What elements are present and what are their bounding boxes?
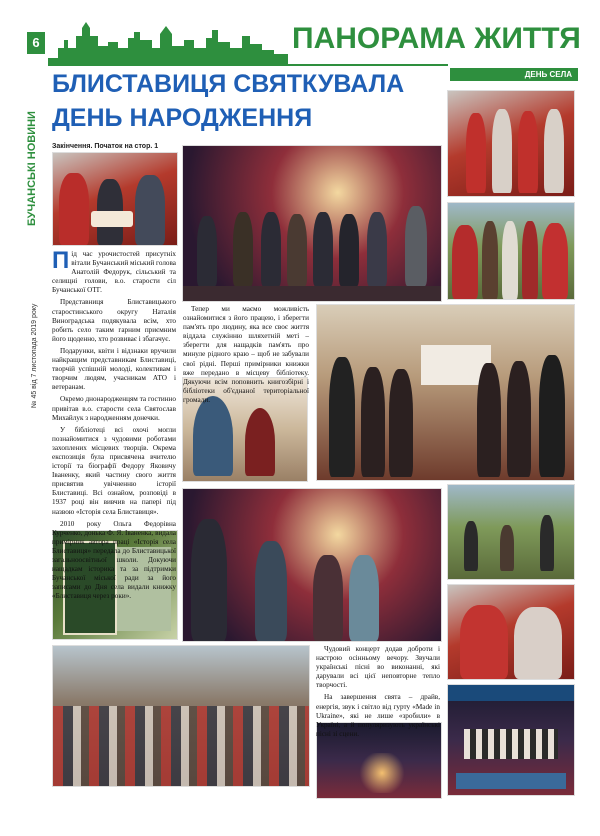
page-number-badge: 6 (27, 32, 45, 54)
photo-folk-singers-street (447, 90, 575, 197)
continuation-note: Закінчення. Початок на стор. 1 (52, 143, 159, 150)
photo-crowd-square (52, 645, 310, 787)
photo-women-in-costumes (447, 202, 575, 300)
paragraph: Окремо днонародженцям та гостинно привітав в.о. старости села Святослав Михайлук з народженням донечки. (52, 395, 176, 422)
paragraph: На завершення свята – драйв, енергія, звук і світло від гурту «Made in Ukraine», які не лише «зробили» в Україні, а й популяризують українські пісні зі сцени. (316, 693, 440, 738)
dropcap: П (52, 247, 70, 274)
photo-outdoor-fair (447, 484, 575, 580)
vertical-issue-date: № 45 від 7 листопада 2019 року (31, 303, 38, 408)
subsection-label: ДЕНЬ СЕЛА (450, 68, 578, 81)
paragraph: 2010 року Ольга Федорівна Курченко, донька Ф. Я. Іваненка, видала примірник автора праці «Історія села Блиставиця» передала до Блиставицької загальноосвітньої школи. Докуючи нащадкам історика та за підтримки Бучанської міської ради за його записами до Дня села видали книжку «Блиставиця через роки». (52, 519, 176, 601)
photo-officials-with-cake (52, 152, 178, 246)
photo-stage-ceremony (182, 145, 442, 302)
paragraph: Представниця Блиставицького старостинського округу Наталія Виноградська подякувала всім, хто робить село таким гарним приємним його щоденно, хто розвиває і збагачує. (52, 298, 176, 343)
headline-line-2: ДЕНЬ НАРОДЖЕННЯ (52, 104, 313, 132)
paragraph: Чудовий концерт додав доброти і настрою осінньому вечору. Звучали українські пісні во виконанні, які дарували всі цієї неповторне тепло творчості. (316, 645, 440, 690)
paragraph: Тепер ми маємо можливість ознайомитися з його працею, і зберегти пам'ять про людину, яка все своє життя віддала служінню шляхетній меті – зберегти для нащадків пам'ять про минуле рідного краю – щоб не забували свої рідні. Перші примірники книжки вже передано в місцеву бібліотеку. Дякуючи всім поповнить книгозбірні і бібліотеки об'єднаної територіальної громади. (183, 305, 309, 404)
paragraph: ід час урочистостей присутніх вітали Бучанський міський голова Анатолій Федорук, сільський та селищні голови, в.о. старости сіл Бучанської ОТГ. (52, 250, 176, 295)
section-rule (48, 64, 448, 66)
vertical-brand-title: БУЧАНСЬКІ НОВИНИ (26, 111, 38, 226)
article-column-1 (52, 247, 176, 604)
photo-library-exhibition (316, 304, 575, 481)
article-column-2 (183, 305, 309, 408)
skyline-banner (48, 18, 288, 66)
paragraph: У бібліотеці всі охочі могли познайомитися з чудовими роботами захоплених місцевих творців. Окрема експозиція була присвячена вчителю історії та біографії Федору Яковичу Іваненку, який частину свого життя присвятив увічненню історії Блиставиці. Всі ознайом, розповіді в 1937 році він вивчив на папері під назвою «Історія села Блиставиця». (52, 425, 176, 516)
vertical-brand (24, 56, 48, 836)
article-column-3 (316, 645, 440, 742)
headline-line-1: БЛИСТАВИЦЯ СВЯТКУВАЛА (52, 70, 405, 98)
photo-two-girls-wreaths (447, 584, 575, 680)
photo-award-presentation (182, 488, 442, 642)
section-title: ПАНОРАМА ЖИТТЯ (292, 22, 581, 55)
paragraph: Подарунки, квіти і відзнаки вручили найкращим представникам Блиставиці, творчій успішній молоді, колективам і творчим людям, учасникам АТО і ветеранам. (52, 346, 176, 392)
photo-band-stage (447, 684, 575, 796)
